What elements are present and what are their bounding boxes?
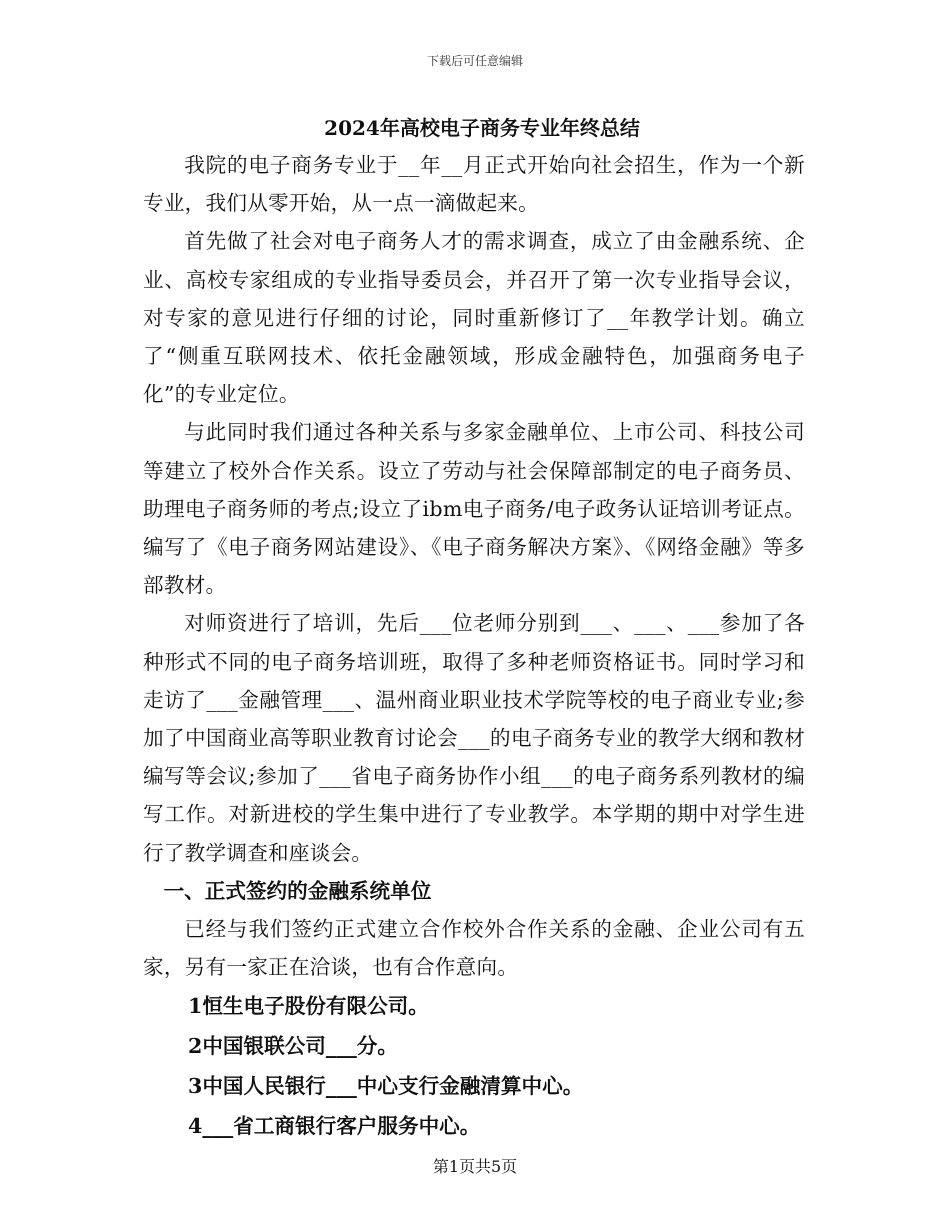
list-item: 1恒生电子股份有限公司。: [188, 994, 429, 1019]
list-item: 4___省工商银行客户服务中心。: [188, 1114, 481, 1139]
document-title: 2024年高校电子商务专业年终总结: [324, 116, 640, 140]
paragraph-training: 对师资进行了培训，先后___位老师分别到___、___、___参加了各种形式不同的电子商务培训班，取得了多种老师资格证书。同时学习和走访了___金融管理___、温州商业职业技术学院等校的电子商业专业;参加了中国商业高等职业教育讨论会___的电子商务专业的教学大纲和教材编写等会议;参加了___省电子商务协作小组___的电子商务系列教材的编写工作。对新进校的学生集中进行了专业教学。本学期的期中对学生进行了教学调查和座谈会。: [143, 611, 805, 865]
paragraph-section: 已经与我们签约正式建立合作校外合作关系的金融、企业公司有五家，另有一家正在洽谈，也有合作意向。: [143, 917, 805, 980]
page-number: 第1页共5页: [432, 1157, 518, 1176]
document-body: [143, 112, 805, 1146]
page-header-note: 下载后可任意编辑: [426, 54, 523, 68]
list-item: 3中国人民银行___中心支行金融清算中心。: [188, 1074, 584, 1099]
paragraph-cooperation: 与此同时我们通过各种关系与多家金融单位、上市公司、科技公司等建立了校外合作关系。设立了劳动与社会保障部制定的电子商务员、助理电子商务师的考点;设立了ibm电子商务/电子政务认证培训考证点。编写了《电子商务网站建设》、《电子商务解决方案》、《网络金融》等多部教材。: [143, 420, 805, 598]
paragraph-intro: 我院的电子商务专业于__年__月正式开始向社会招生，作为一个新专业，我们从零开始，从一点一滴做起来。: [143, 153, 805, 216]
section-heading: 一、正式签约的金融系统单位: [163, 878, 432, 903]
paragraph-survey: 首先做了社会对电子商务人才的需求调查，成立了由金融系统、企业、高校专家组成的专业指导委员会，并召开了第一次专业指导会议，对专家的意见进行仔细的讨论，同时重新修订了__年教学计划。确立了“侧重互联网技术、依托金融领域，形成金融特色，加强商务电子化”的专业定位。: [143, 229, 805, 407]
list-item: 2中国银联公司___分。: [188, 1034, 398, 1059]
